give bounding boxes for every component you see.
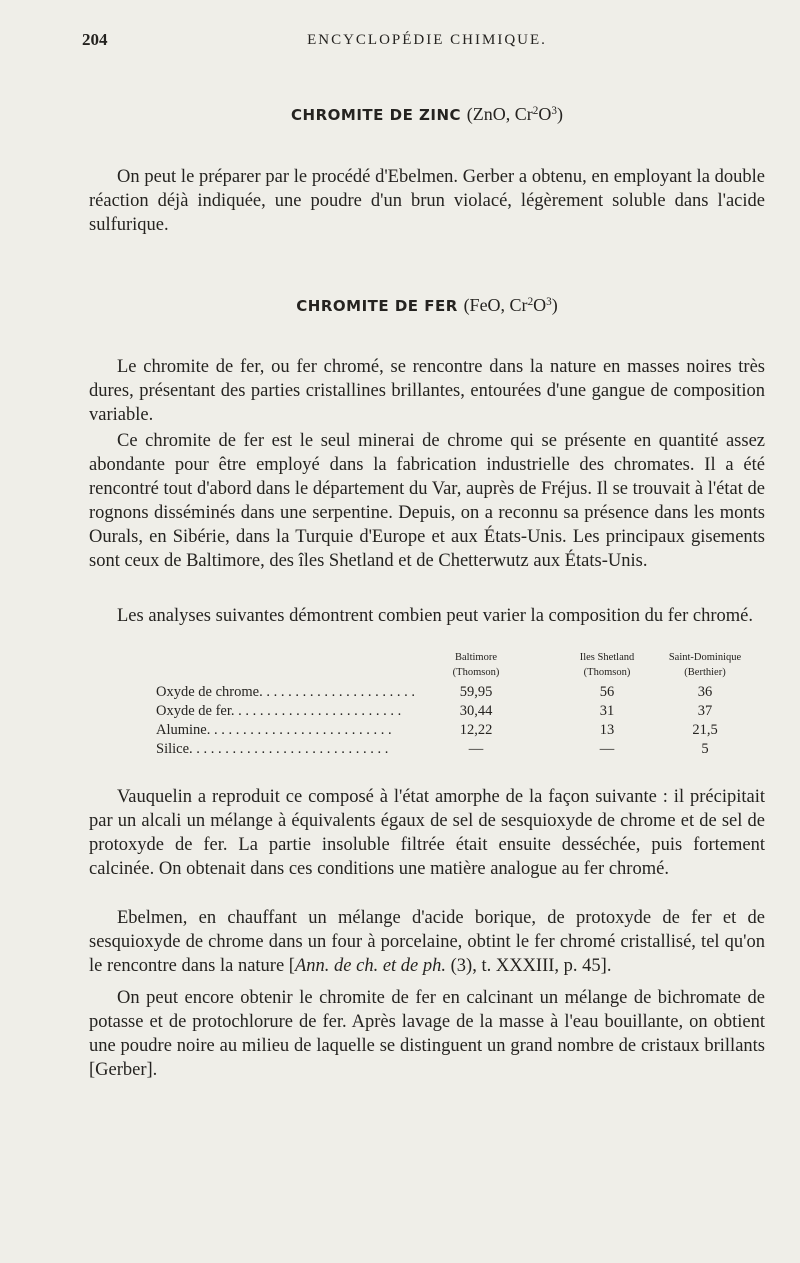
table-cell: 31 — [599, 703, 615, 719]
table-cell: 21,5 — [692, 722, 718, 738]
paragraph-zinc: On peut le préparer par le procédé d'Ebelmen. Gerber a obtenu, en employant la double réaction déjà indiquée, une poudre d'un brun violacé, légèrement soluble dans l'acide sulfurique. — [89, 167, 765, 235]
paragraph-fer-1: Le chromite de fer, ou fer chromé, se rencontre dans la nature en masses noires très dures, présentant des parties cristallines brillantes, entourées d'une gangue de composition variable. — [89, 357, 765, 425]
column-header-baltimore: Baltimore (Thomson) — [452, 652, 500, 678]
citation-reference: Ann. de ch. et de ph. — [294, 956, 447, 976]
column-header-saint-dominique: Saint-Dominique (Berthier) — [668, 652, 742, 678]
page-number: 204 — [82, 30, 108, 49]
table-cell: 59,95 — [459, 684, 493, 700]
table-row — [156, 741, 736, 761]
table-cell: 5 — [701, 741, 709, 757]
column-header-shetland: Iles Shetland (Thomson) — [579, 652, 635, 678]
paragraph-gerber: On peut encore obtenir le chromite de fer en calcinant un mélange de bichromate de potasse et de protochlorure de fer. Après lavage de la masse à l'eau bouillante, on obtient une poudre noire au milieu de laquelle se distinguent un grand nombre de cristaux brillants [Gerber]. — [89, 988, 765, 1080]
heading-formula: (ZnO, $Cr^2O^3$) — [466, 104, 563, 124]
table-cell: 56 — [599, 684, 615, 700]
table-cell: 36 — [697, 684, 713, 700]
table-row — [156, 703, 736, 723]
table-cell: 12,22 — [459, 722, 493, 738]
paragraph-fer-3: Les analyses suivantes démontrent combien peut varier la composition du fer chromé. — [117, 606, 754, 626]
table-cell: 37 — [697, 703, 713, 719]
heading-title: CHROMITE DE ZINC — [291, 106, 462, 124]
section-heading-fer — [82, 295, 772, 316]
running-title: ENCYCLOPÉDIE CHIMIQUE. — [307, 32, 547, 48]
row-label: Alumine. . . . . . . . . . . . . . . . . . . . . . . . . . — [156, 722, 392, 738]
page-header — [82, 30, 772, 54]
paragraph-ebelmen: Ebelmen, en chauffant un mélange d'acide borique, de protoxyde de fer et de sesquioxyde de chrome dans un four à porcelaine, obtint le fer chromé cristallisé, tel qu'on le rencontre dans la nature [Ann. de ch. et de ph. (3), t. XXXIII, p. 45]. — [89, 908, 765, 976]
row-label: Silice. . . . . . . . . . . . . . . . . . . . . . . . . . . . — [156, 741, 389, 757]
table-cell: 30,44 — [459, 703, 493, 719]
row-label: Oxyde de chrome. . . . . . . . . . . . . . . . . . . . . . — [156, 684, 415, 700]
row-label: Oxyde de fer. . . . . . . . . . . . . . . . . . . . . . . . — [156, 703, 402, 719]
paragraph-vauquelin: Vauquelin a reproduit ce composé à l'état amorphe de la façon suivante : il précipitait par un alcali un mélange à équivalents égaux de sel de sesquioxyde de chrome et de sel de protoxyde de fer. La partie insoluble filtrée était ensuite desséchée, puis fortement calcinée. On obtenait dans ces conditions une matière analogue au fer chromé. — [89, 787, 765, 879]
heading-formula: (FeO, $Cr^2O^3$) — [463, 295, 558, 315]
table-row — [156, 684, 736, 704]
table-row — [156, 722, 736, 742]
section-heading-zinc — [82, 104, 772, 125]
paragraph-fer-2: Ce chromite de fer est le seul minerai de chrome qui se présente en quantité assez abondante pour être employé dans la fabrication industrielle des chromates. Il a été rencontré tout d'abord dans le département du Var, auprès de Fréjus. Il se trouvait à l'état de rognons disséminés dans une serpentine. Depuis, on a reconnu sa présence dans les monts Ourals, en Sibérie, dans la Turquie d'Europe et aux États-Unis. Les principaux gisements sont ceux de Baltimore, des îles Shetland et de Chetterwutz aux États-Unis. — [89, 431, 765, 571]
heading-title: CHROMITE DE FER — [296, 297, 458, 315]
table-cell: — — [599, 741, 615, 757]
table-cell: — — [468, 741, 484, 757]
table-cell: 13 — [599, 722, 615, 738]
